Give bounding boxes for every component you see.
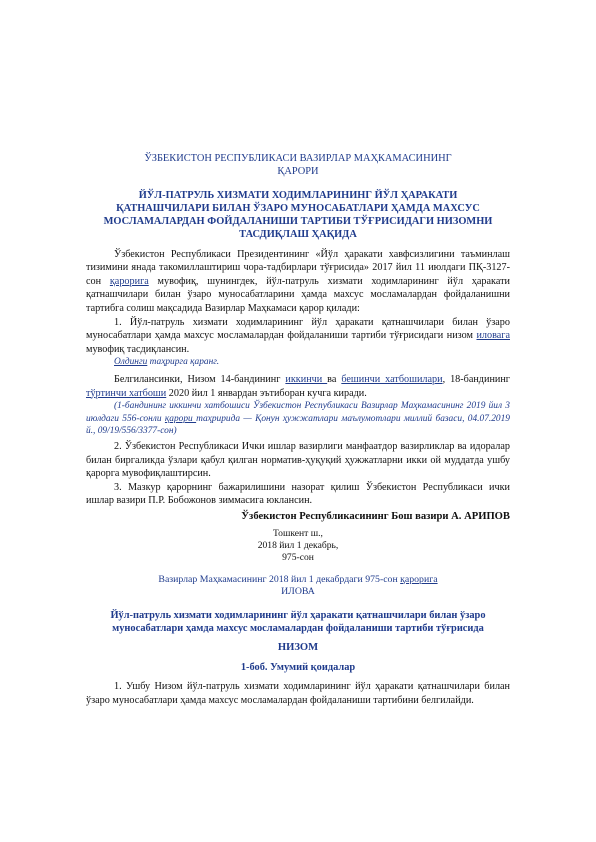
annex-decree-link[interactable]: қарорига [400,573,438,585]
amendment-text-a: (1-бандининг иккинчи хатбошиси Ўзбекистон Республикаси Вазирлар Маҳкамасининг 2019 йил 3 июлдаги 556-сонли [86,401,510,424]
title-line-4: ТАСДИҚЛАШ ҲАҚИДА [239,229,357,241]
place-city: Тошкент ш., [273,527,323,539]
place-date-line: 2018 йил 1 декабрь, [257,539,339,551]
item-3-paragraph: 3. Мазкур қарорнинг бажарилишини назорат қилиш Ўзбекистон Республикаси ички ишлар вазири П.Р. Бобожонов зиммасига юклансин. [86,481,510,507]
regulation-title-line-1: Йўл-патруль хизмати ходимларининг йўл ҳаракати қатнашчилари билан ўзаро [110,609,486,621]
regulation-title-line-2: муносабатлари ҳамда махсус мосламалардан фойдаланиши тартиби тўғрисида [112,622,484,634]
effective-text-c: , 18-бандининг [442,373,510,385]
annex-link[interactable]: иловага [476,330,510,342]
intro-text-b: мувофиқ, шунингдек, йўл-патруль хизмати ходимларининг йўл ҳаракати қатнашчилари билан ўзаро муносабатларини ҳамда махсус мосламалардан фойдаланишни тартибга солиш мақсадида Вазирлар Маҳкамаси қарор қилади: [86,275,510,314]
decree-title [86,189,510,242]
intro-paragraph [86,248,510,316]
previous-edition-text: таҳрирга қаранг. [147,357,220,368]
place-date [86,528,510,564]
regulation-title [86,609,510,635]
fourth-paragraph-link[interactable]: тўртинчи хатбоши [86,387,167,399]
regulation-name: НИЗОМ [277,642,319,654]
clause-1-paragraph: 1. Ушбу Низом йўл-патруль хизмати ходимларининг йўл ҳаракати қатнашчилари билан ўзаро муносабатлари ҳамда махсус мосламалардан фойдаланиши тартибини белгилайди. [86,681,510,706]
effective-text-b: ва [327,373,342,385]
fifth-paragraphs-link[interactable]: бешинчи хатбошилари [341,373,443,385]
amending-decree-link[interactable]: қарори [164,413,197,424]
amendment-note [86,400,510,438]
header-line-2: ҚАРОРИ [277,166,319,178]
item-1-paragraph [86,316,510,357]
signature: Ўзбекистон Республикасининг Бош вазири А. АРИПОВ [241,510,510,522]
previous-edition-note [86,356,510,369]
annex-reference [86,574,510,599]
second-paragraph-link[interactable]: иккинчи [285,373,328,385]
annex-ref-text: Вазирлар Маҳкамасининг 2018 йил 1 декабрдаги 975-сон [158,573,401,585]
document-page [86,152,510,707]
annex-ref-line [86,574,510,587]
title-line-2: ҚАТНАШЧИЛАРИ БИЛАН ЎЗАРО МУНОСАБАТЛАРИ ҲАМДА МАХСУС [116,203,480,215]
item-1-text-a: 1. Йўл-патруль хизмати ходимларининг йўл ҳаракати қатнашчилари билан ўзаро муносабатлари ҳамда махсус мосламалардан фойдаланиши тартиби тўғрисидаги низом [86,316,510,342]
title-line-1: ЙЎЛ-ПАТРУЛЬ ХИЗМАТИ ХОДИМЛАРИНИНГ ЙЎЛ ҲАРАКАТИ [138,189,458,201]
effective-date-paragraph [86,373,510,400]
item-1-text-b: мувофиқ тасдиқлансин. [86,343,190,355]
presidential-decree-link[interactable]: қарорига [109,275,149,287]
header-line-1: ЎЗБЕКИСТОН РЕСПУБЛИКАСИ ВАЗИРЛАР МАҲКАМАСИНИНГ [144,153,452,164]
decree-header [86,152,510,179]
annex-label: ИЛОВА [281,586,315,598]
intro-text-a: Ўзбекистон Республикаси Президентининг «Йўл ҳаракати хавфсизлигини таъминлаш тизимини янада такомиллаштириш чора-тадбирлари тўғрисида» 2017 йил 11 июлдаги ПҚ-3127-сон [86,248,510,287]
decree-number: 975-сон [282,551,314,563]
chapter-1-heading: 1-боб. Умумий қоидалар [240,661,356,673]
amendment-text-b: таҳририда — Қонун ҳужжатлари маълумотлари миллий базаси, 04.07.2019 й., 09/19/556/3377-сон) [86,413,510,437]
previous-edition-link[interactable]: Олдинги [114,357,148,368]
effective-text-d: 2020 йил 1 январдан эътиборан кучга киради. [166,387,367,399]
effective-text-a: Белгилансинки, Низом 14-бандининг [114,373,286,385]
title-line-3: МОСЛАМАЛАРДАН ФОЙДАЛАНИШИ ТАРТИБИ ТЎҒРИСИДАГИ НИЗОМНИ [103,216,493,228]
item-2-paragraph: 2. Ўзбекистон Республикаси Ички ишлар вазирлиги манфаатдор вазирликлар ва идоралар билан биргаликда ўзлари қабул қилган норматив-ҳуқуқий ҳужжатларни икки ой муддатда ушбу қарорга мувофиқлаштирсин. [86,440,510,480]
